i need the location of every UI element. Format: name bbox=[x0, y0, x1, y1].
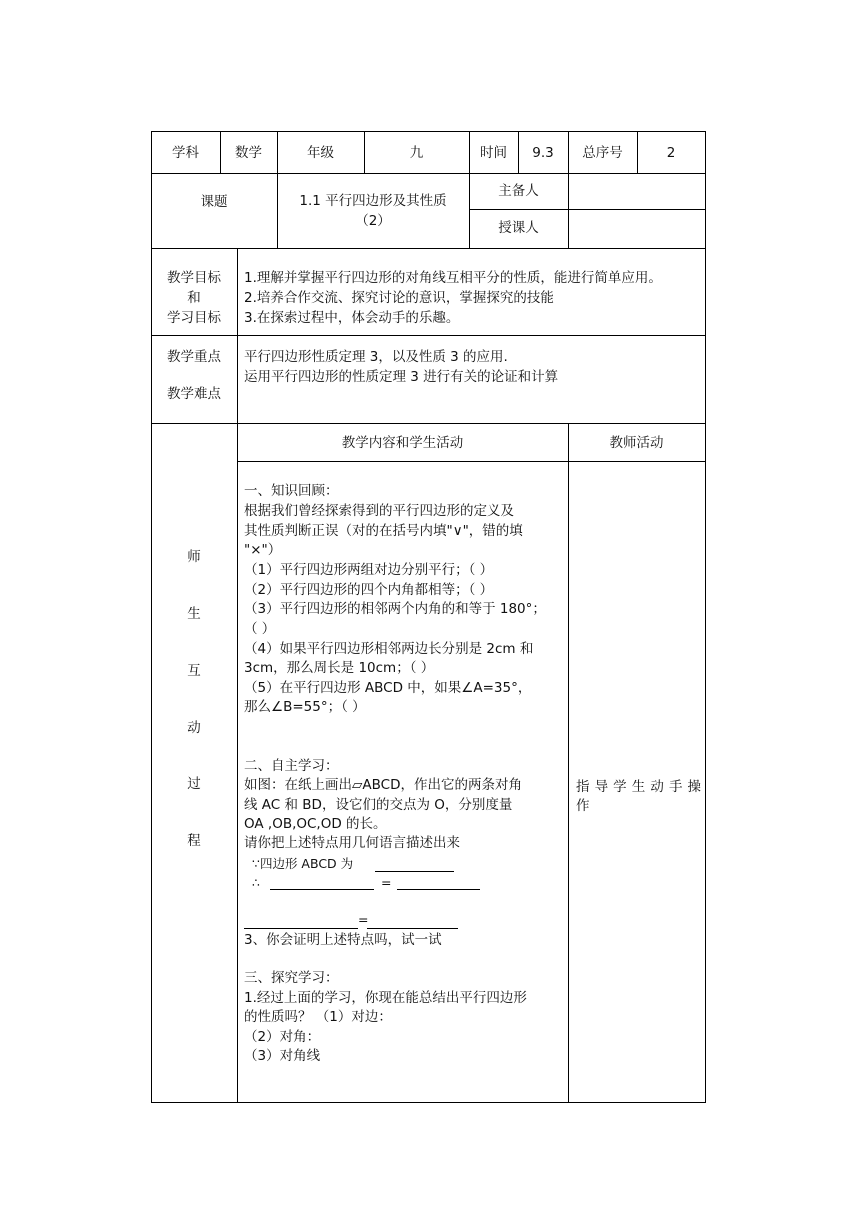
goals-label: 和 bbox=[187, 290, 201, 306]
self-study-text: 如图：在纸上画出▱ABCD，作出它的两条对角 bbox=[244, 777, 522, 793]
review-question: （ ） bbox=[244, 621, 276, 637]
teacher-activity: 指 导 学 生 动 手 操 bbox=[576, 779, 702, 795]
review-question: （2）平行四边形的四个内角都相等；（ ） bbox=[244, 582, 494, 598]
table-border bbox=[237, 248, 238, 423]
prove-prompt: 3、你会证明上述特点吗，试一试 bbox=[244, 932, 442, 948]
self-study-text: OA ,OB,OC,OD 的长。 bbox=[244, 816, 387, 832]
table-border bbox=[469, 209, 706, 210]
review-question: 3cm，那么周长是 10cm；（ ） bbox=[244, 660, 435, 676]
table-border bbox=[151, 248, 706, 249]
review-question: 那么∠B=55°；（ ） bbox=[244, 699, 366, 715]
answer-blank bbox=[375, 871, 454, 872]
subject-label: 学科 bbox=[172, 145, 199, 161]
review-intro: "×"） bbox=[244, 542, 282, 558]
grade-label: 年级 bbox=[307, 145, 334, 161]
equals-sign: = bbox=[381, 875, 392, 890]
review-title: 一、知识回顾： bbox=[244, 483, 339, 499]
review-question: （4）如果平行四边形相邻两边长分别是 2cm 和 bbox=[244, 641, 534, 657]
self-study-text: 线 AC 和 BD，设它们的交点为 O，分别度量 bbox=[244, 797, 513, 813]
process-side-label: 生 bbox=[187, 606, 201, 622]
grade-value: 九 bbox=[409, 145, 424, 161]
process-side-label: 互 bbox=[187, 663, 201, 679]
sequence-label: 总序号 bbox=[582, 145, 623, 161]
topic-value: 1.1 平行四边形及其性质 bbox=[299, 193, 447, 209]
review-intro: 其性质判断正误（对的在括号内填"∨"，错的填 bbox=[244, 523, 523, 539]
review-question: （3）平行四边形的相邻两个内角的和等于 180°； bbox=[244, 601, 546, 617]
table-border bbox=[237, 461, 706, 462]
subject-value: 数学 bbox=[235, 145, 262, 161]
therefore-symbol: ∴ bbox=[252, 875, 260, 890]
explore-text: 的性质吗？ （1）对边： bbox=[244, 1009, 392, 1025]
table-border bbox=[151, 423, 706, 424]
answer-blank bbox=[270, 889, 374, 890]
process-side-label: 过 bbox=[187, 776, 201, 792]
table-border bbox=[705, 131, 706, 1103]
self-study-text: 请你把上述特点用几何语言描述出来 bbox=[244, 835, 460, 851]
key-point-label: 教学重点 bbox=[167, 349, 221, 365]
table-border bbox=[151, 131, 706, 132]
goal-item: 3.在探索过程中，体会动手的乐趣。 bbox=[244, 310, 460, 326]
review-question: （5）在平行四边形 ABCD 中，如果∠A=35°， bbox=[244, 680, 532, 696]
table-border bbox=[151, 173, 706, 174]
explore-text: 1.经过上面的学习，你现在能总结出平行四边形 bbox=[244, 990, 527, 1006]
answer-blank bbox=[244, 928, 358, 929]
self-study-title: 二、自主学习： bbox=[244, 758, 339, 774]
sequence-value: 2 bbox=[666, 145, 676, 161]
explore-text: （2）对角： bbox=[244, 1029, 321, 1045]
table-border bbox=[237, 423, 238, 1103]
process-side-label: 师 bbox=[187, 549, 201, 565]
goal-item: 2.培养合作交流、探究讨论的意识，掌握探究的技能 bbox=[244, 290, 554, 306]
preparer-label: 主备人 bbox=[498, 183, 539, 199]
topic-label: 课题 bbox=[200, 194, 228, 210]
process-side-label: 程 bbox=[187, 833, 201, 849]
review-intro: 根据我们曾经探索得到的平行四边形的定义及 bbox=[244, 503, 514, 519]
answer-blank bbox=[367, 928, 458, 929]
process-side-label: 动 bbox=[187, 720, 201, 736]
goals-label: 学习目标 bbox=[167, 310, 221, 326]
topic-lesson-number: （2） bbox=[355, 213, 391, 229]
key-point-text: 平行四边形性质定理 3，以及性质 3 的应用. bbox=[244, 349, 508, 365]
teacher-label: 授课人 bbox=[498, 220, 539, 236]
goals-label: 教学目标 bbox=[167, 270, 221, 286]
table-border bbox=[151, 1102, 706, 1103]
table-border bbox=[568, 423, 569, 1103]
time-value: 9.3 bbox=[532, 145, 554, 161]
answer-blank bbox=[397, 889, 480, 890]
difficulty-text: 运用平行四边形的性质定理 3 进行有关的论证和计算 bbox=[244, 369, 559, 385]
because-statement: ∵四边形 ABCD 为 bbox=[252, 856, 354, 871]
equals-sign: = bbox=[358, 912, 369, 927]
content-column-header: 教学内容和学生活动 bbox=[341, 435, 464, 451]
teacher-column-header: 教师活动 bbox=[609, 435, 664, 451]
review-question: （1）平行四边形两组对边分别平行；（ ） bbox=[244, 562, 494, 578]
difficulty-label: 教学难点 bbox=[167, 386, 221, 402]
explore-text: （3）对角线 bbox=[244, 1048, 321, 1064]
explore-title: 三、探究学习： bbox=[244, 970, 339, 986]
teacher-activity: 作 bbox=[576, 798, 590, 814]
time-label: 时间 bbox=[480, 145, 507, 161]
table-border bbox=[151, 335, 706, 336]
goal-item: 1.理解并掌握平行四边形的对角线互相平分的性质，能进行简单应用。 bbox=[244, 270, 662, 286]
